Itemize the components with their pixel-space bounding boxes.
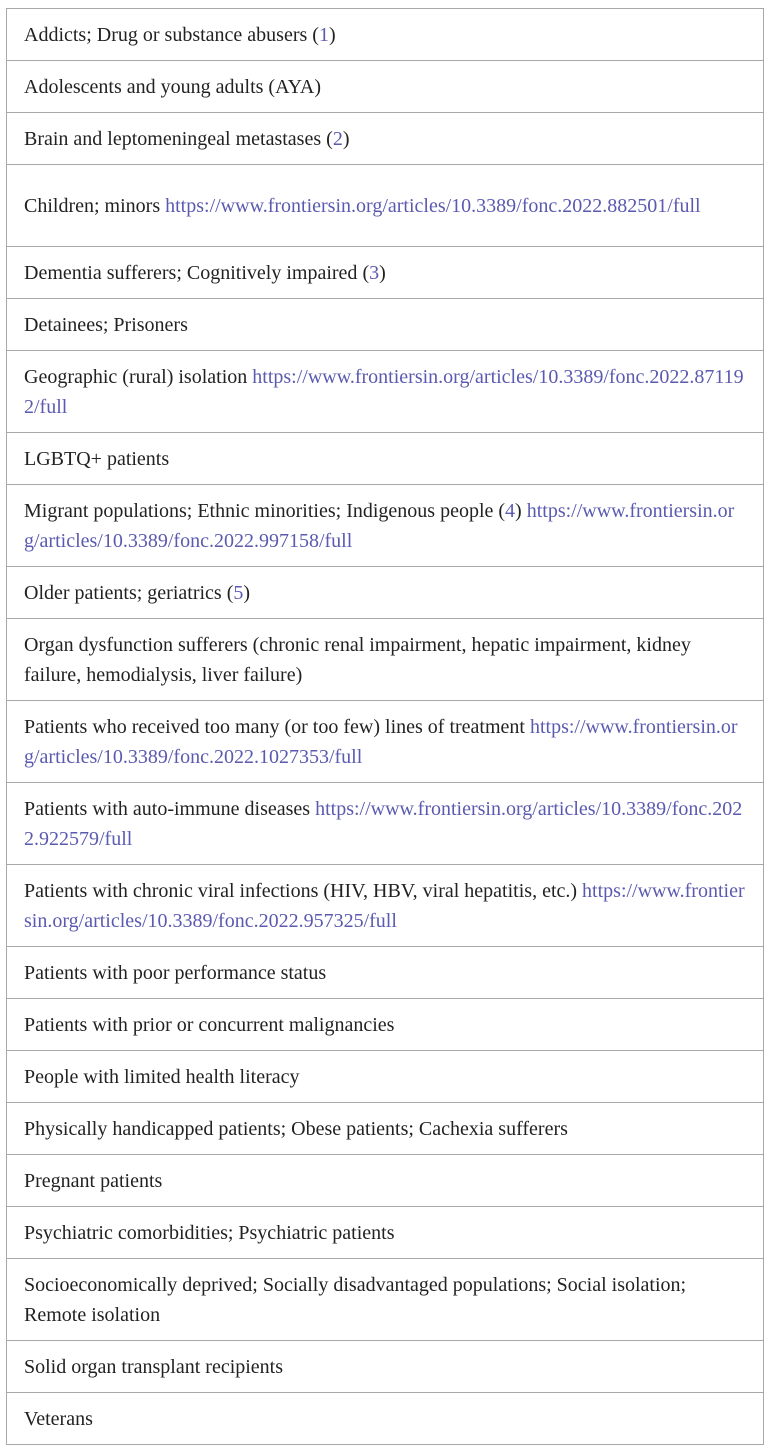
cell-text: Patients who received too many (or too few) lines of treatment [24,715,525,738]
table-row [7,619,764,701]
table-cell [7,61,764,113]
table-row [7,165,764,247]
cell-text: Children; minors [24,194,161,217]
cell-text: Addicts; Drug or substance abusers [24,23,308,46]
table-cell [7,701,764,783]
table-cell [7,1393,764,1445]
url-link[interactable]: https://www.frontiersin.org/articles/10.3389/fonc.2022.997158/full [24,499,735,552]
table-row [7,113,764,165]
table-cell [7,433,764,485]
table-cell [7,1051,764,1103]
url-link[interactable]: https://www.frontiersin.org/articles/10.3389/fonc.2022.882501/full [165,194,701,217]
table-cell [7,1103,764,1155]
table-cell [7,299,764,351]
table-row [7,299,764,351]
table-cell: Addicts; Drug or substance abusers (1) [7,9,764,61]
table-cell [7,783,764,865]
table-row [7,1207,764,1259]
table-cell [7,999,764,1051]
table-cell [7,1259,764,1341]
table-row [7,485,764,567]
cell-text: Solid organ transplant recipients [24,1355,284,1378]
table-cell [7,1207,764,1259]
table-row [7,567,764,619]
reference-link[interactable]: 3 [369,261,380,284]
table-cell: Dementia sufferers; Cognitively impaired (3) [7,247,764,299]
cell-text: Patients with auto-immune diseases [24,797,311,820]
cell-text: Veterans [24,1407,93,1430]
cell-text: Adolescents and young adults (AYA) [24,75,322,98]
reference-link[interactable]: 4 [505,499,516,522]
url-link[interactable]: https://www.frontiersin.org/articles/10.3389/fonc.2022.922579/full [24,797,743,850]
table-cell: Brain and leptomeningeal metastases (2) [7,113,764,165]
table-row [7,865,764,947]
table-row [7,1259,764,1341]
table-cell [7,619,764,701]
cell-text: Older patients; geriatrics [24,581,222,604]
cell-text: Pregnant patients [24,1169,163,1192]
table-cell [7,1341,764,1393]
table-row [7,247,764,299]
cell-text: Socioeconomically deprived; Socially disadvantaged populations; Social isolation; Remote isolation [24,1273,687,1326]
table-row [7,1155,764,1207]
cell-text: LGBTQ+ patients [24,447,170,470]
table-row [7,1393,764,1445]
table-row [7,999,764,1051]
table-cell [7,165,764,247]
cell-text: Patients with prior or concurrent malignancies [24,1013,395,1036]
cell-text: Detainees; Prisoners [24,313,188,336]
table-cell [7,865,764,947]
cell-text: Physically handicapped patients; Obese patients; Cachexia sufferers [24,1117,568,1140]
population-table [6,8,764,1445]
cell-text: People with limited health literacy [24,1065,300,1088]
url-link[interactable]: https://www.frontiersin.org/articles/10.3389/fonc.2022.1027353/full [24,715,738,768]
reference-link[interactable]: 2 [332,127,343,150]
table-row [7,9,764,61]
cell-text: Migrant populations; Ethnic minorities; Indigenous people [24,499,494,522]
table-cell [7,947,764,999]
cell-text: Dementia sufferers; Cognitively impaired [24,261,358,284]
reference-link[interactable]: 5 [233,581,244,604]
table-cell: Migrant populations; Ethnic minorities; Indigenous people (4) https://www.frontiersin.org/articles/10.3389/fonc.2022.997158/full [7,485,764,567]
table-row [7,947,764,999]
cell-text: Geographic (rural) isolation [24,365,248,388]
reference-link[interactable]: 1 [318,23,329,46]
cell-text: Psychiatric comorbidities; Psychiatric patients [24,1221,395,1244]
table-row [7,433,764,485]
url-link[interactable]: https://www.frontiersin.org/articles/10.3389/fonc.2022.871192/full [24,365,744,418]
table-row [7,701,764,783]
cell-text: Patients with poor performance status [24,961,327,984]
table-row [7,61,764,113]
table-cell [7,1155,764,1207]
table-row [7,1103,764,1155]
cell-text: Organ dysfunction sufferers (chronic renal impairment, hepatic impairment, kidney failure, hemodialysis, liver failure) [24,633,691,686]
table-row [7,1051,764,1103]
url-link[interactable]: https://www.frontiersin.org/articles/10.3389/fonc.2022.957325/full [24,879,745,932]
cell-text: Patients with chronic viral infections (HIV, HBV, viral hepatitis, etc.) [24,879,578,902]
table-cell [7,351,764,433]
table-cell: Older patients; geriatrics (5) [7,567,764,619]
cell-text: Brain and leptomeningeal metastases [24,127,322,150]
table-row [7,783,764,865]
table-row [7,351,764,433]
table-row [7,1341,764,1393]
